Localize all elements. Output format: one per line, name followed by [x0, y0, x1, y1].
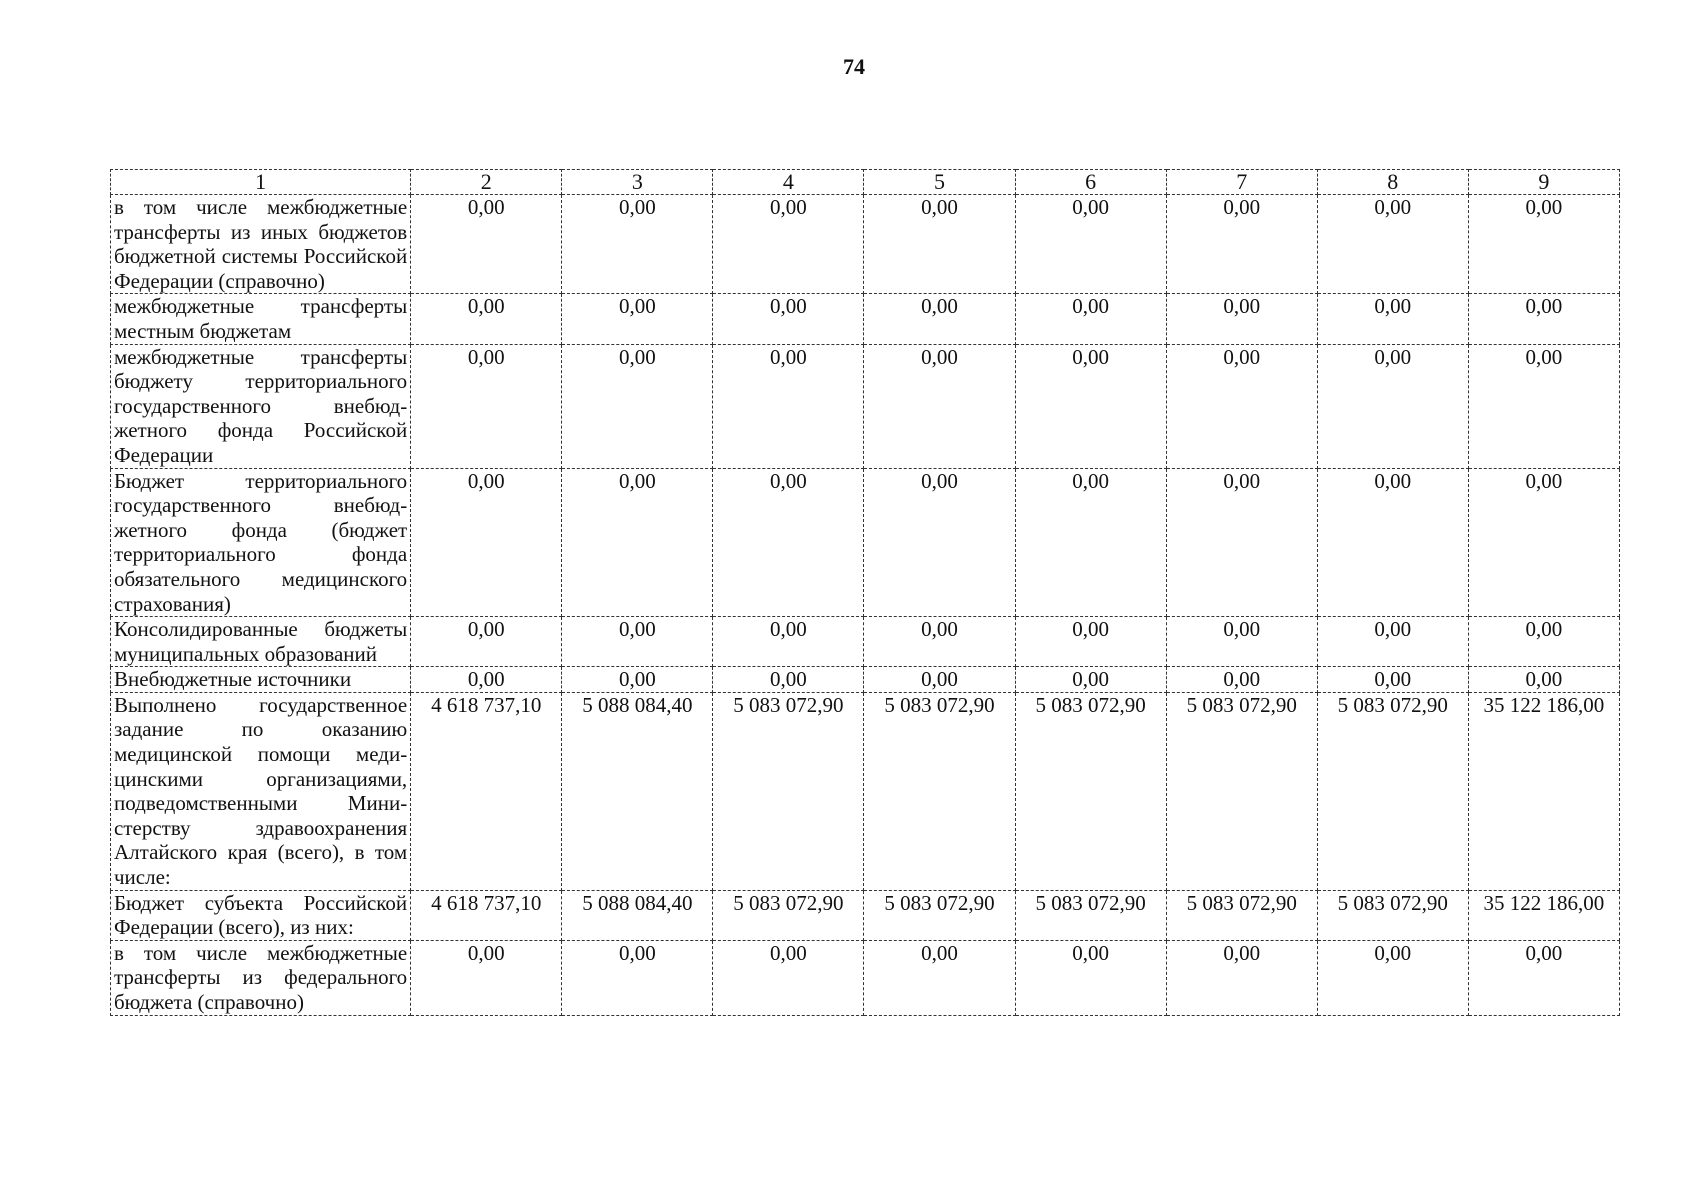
value-cell-col-8: 5 083 072,90 — [1317, 890, 1468, 940]
table-row — [111, 344, 1620, 468]
table-row — [111, 617, 1620, 667]
value-cell-col-7: 0,00 — [1166, 617, 1317, 667]
row-label: Бюджет территориального государственного внебюджетного фонда (бюджет территориального фонда обязательного медицинского страхования) — [111, 468, 411, 617]
value-cell-col-2: 4 618 737,10 — [411, 890, 562, 940]
value-cell-col-7: 0,00 — [1166, 940, 1317, 1015]
column-header-2: 2 — [411, 170, 562, 195]
value-cell-col-5: 5 083 072,90 — [864, 692, 1015, 890]
value-cell-col-2: 0,00 — [411, 667, 562, 693]
value-cell-col-3: 5 088 084,40 — [562, 890, 713, 940]
value-cell-col-3: 0,00 — [562, 617, 713, 667]
value-cell-col-7: 0,00 — [1166, 667, 1317, 693]
table-row — [111, 468, 1620, 617]
value-cell-col-9: 0,00 — [1468, 468, 1619, 617]
value-cell-col-9: 35 122 186,00 — [1468, 890, 1619, 940]
value-cell-col-8: 0,00 — [1317, 468, 1468, 617]
value-cell-col-9: 0,00 — [1468, 344, 1619, 468]
value-cell-col-3: 0,00 — [562, 468, 713, 617]
column-header-7: 7 — [1166, 170, 1317, 195]
value-cell-col-6: 0,00 — [1015, 940, 1166, 1015]
row-label: в том числе межбюджетные трансферты из иных бюджетов бюджетной системы Российской Федерации (справочно) — [111, 195, 411, 294]
value-cell-col-7: 0,00 — [1166, 468, 1317, 617]
value-cell-col-3: 0,00 — [562, 195, 713, 294]
row-label: в том числе межбюджетные трансферты из федерального бюджета (справочно) — [111, 940, 411, 1015]
value-cell-col-5: 0,00 — [864, 940, 1015, 1015]
table-row — [111, 294, 1620, 344]
value-cell-col-2: 0,00 — [411, 344, 562, 468]
value-cell-col-4: 0,00 — [713, 617, 864, 667]
value-cell-col-5: 0,00 — [864, 195, 1015, 294]
value-cell-col-6: 0,00 — [1015, 468, 1166, 617]
value-cell-col-3: 0,00 — [562, 667, 713, 693]
value-cell-col-9: 0,00 — [1468, 667, 1619, 693]
value-cell-col-5: 0,00 — [864, 468, 1015, 617]
table-row — [111, 940, 1620, 1015]
value-cell-col-7: 0,00 — [1166, 294, 1317, 344]
table-row — [111, 667, 1620, 693]
value-cell-col-4: 5 083 072,90 — [713, 890, 864, 940]
value-cell-col-8: 0,00 — [1317, 344, 1468, 468]
value-cell-col-9: 0,00 — [1468, 617, 1619, 667]
value-cell-col-4: 0,00 — [713, 667, 864, 693]
value-cell-col-9: 35 122 186,00 — [1468, 692, 1619, 890]
value-cell-col-7: 0,00 — [1166, 344, 1317, 468]
value-cell-col-6: 0,00 — [1015, 667, 1166, 693]
column-header-3: 3 — [562, 170, 713, 195]
value-cell-col-7: 0,00 — [1166, 195, 1317, 294]
row-label: Консолидированные бюджеты муниципальных образований — [111, 617, 411, 667]
row-label: Внебюджетные источники — [111, 667, 411, 693]
value-cell-col-8: 0,00 — [1317, 617, 1468, 667]
page-number: 74 — [843, 54, 865, 79]
row-label: межбюджетные трансферты местным бюджетам — [111, 294, 411, 344]
header-row — [111, 170, 1620, 195]
value-cell-col-3: 0,00 — [562, 940, 713, 1015]
value-cell-col-8: 0,00 — [1317, 940, 1468, 1015]
value-cell-col-9: 0,00 — [1468, 294, 1619, 344]
value-cell-col-6: 5 083 072,90 — [1015, 890, 1166, 940]
table-header — [111, 170, 1620, 195]
column-header-8: 8 — [1317, 170, 1468, 195]
value-cell-col-2: 0,00 — [411, 468, 562, 617]
value-cell-col-5: 0,00 — [864, 294, 1015, 344]
value-cell-col-2: 0,00 — [411, 617, 562, 667]
value-cell-col-6: 0,00 — [1015, 617, 1166, 667]
value-cell-col-5: 5 083 072,90 — [864, 890, 1015, 940]
value-cell-col-4: 0,00 — [713, 940, 864, 1015]
value-cell-col-2: 0,00 — [411, 294, 562, 344]
value-cell-col-4: 0,00 — [713, 344, 864, 468]
value-cell-col-3: 0,00 — [562, 344, 713, 468]
value-cell-col-4: 0,00 — [713, 294, 864, 344]
value-cell-col-6: 5 083 072,90 — [1015, 692, 1166, 890]
column-header-4: 4 — [713, 170, 864, 195]
column-header-1: 1 — [111, 170, 411, 195]
value-cell-col-9: 0,00 — [1468, 195, 1619, 294]
value-cell-col-7: 5 083 072,90 — [1166, 692, 1317, 890]
value-cell-col-8: 5 083 072,90 — [1317, 692, 1468, 890]
table-row — [111, 890, 1620, 940]
value-cell-col-2: 0,00 — [411, 940, 562, 1015]
value-cell-col-6: 0,00 — [1015, 294, 1166, 344]
value-cell-col-4: 0,00 — [713, 195, 864, 294]
value-cell-col-8: 0,00 — [1317, 667, 1468, 693]
row-label: Выполнено государственное задание по оказанию медицинской помощи медицинскими организациями, подведомственными Министерству здравоохранения Алтайского края (всего), в том числе: — [111, 692, 411, 890]
value-cell-col-5: 0,00 — [864, 344, 1015, 468]
table-row — [111, 195, 1620, 294]
value-cell-col-9: 0,00 — [1468, 940, 1619, 1015]
row-label: Бюджет субъекта Российской Федерации (всего), из них: — [111, 890, 411, 940]
column-header-9: 9 — [1468, 170, 1619, 195]
value-cell-col-6: 0,00 — [1015, 195, 1166, 294]
value-cell-col-8: 0,00 — [1317, 195, 1468, 294]
value-cell-col-5: 0,00 — [864, 667, 1015, 693]
value-cell-col-3: 0,00 — [562, 294, 713, 344]
value-cell-col-4: 5 083 072,90 — [713, 692, 864, 890]
table-row — [111, 692, 1620, 890]
value-cell-col-4: 0,00 — [713, 468, 864, 617]
value-cell-col-8: 0,00 — [1317, 294, 1468, 344]
value-cell-col-5: 0,00 — [864, 617, 1015, 667]
budget-table — [110, 169, 1620, 1016]
value-cell-col-3: 5 088 084,40 — [562, 692, 713, 890]
row-label: межбюджетные трансферты бюджету территориального государственного внебюджетного фонда Российской Федерации — [111, 344, 411, 468]
column-header-6: 6 — [1015, 170, 1166, 195]
value-cell-col-2: 4 618 737,10 — [411, 692, 562, 890]
column-header-5: 5 — [864, 170, 1015, 195]
value-cell-col-6: 0,00 — [1015, 344, 1166, 468]
value-cell-col-7: 5 083 072,90 — [1166, 890, 1317, 940]
table-body — [111, 195, 1620, 1016]
value-cell-col-2: 0,00 — [411, 195, 562, 294]
